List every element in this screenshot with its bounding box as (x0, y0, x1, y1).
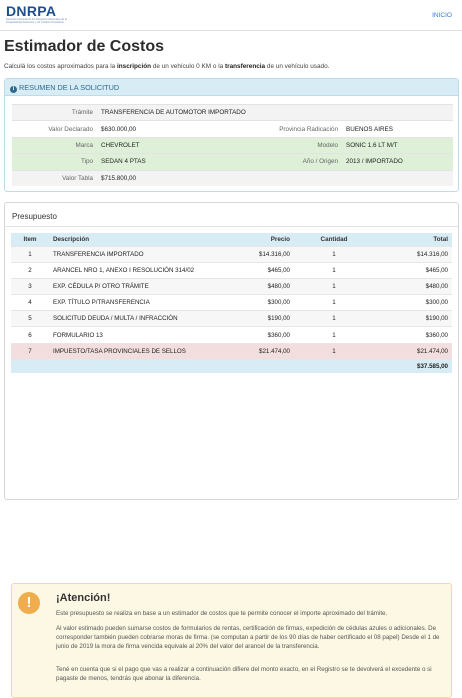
row-cantidad: 1 (294, 262, 374, 278)
dnrpa-logo[interactable] (6, 4, 78, 24)
alert-paragraph-1: Este presupuesto se realiza en base a un estimador de costos que te permite conocer el importe aproximado del trámite. (56, 610, 388, 617)
row-precio: $465,00 (222, 262, 294, 278)
summary-panel-heading (5, 79, 458, 96)
tipo-value: SEDAN 4 PTAS (97, 154, 232, 170)
table-row (11, 295, 452, 311)
budget-panel (4, 202, 459, 682)
summary-row-tipo (12, 154, 453, 170)
marca-label: Marca (12, 137, 97, 153)
table-row (11, 262, 452, 278)
info-icon: i (10, 86, 17, 93)
budget-header-row (11, 233, 452, 246)
row-total: $300,00 (374, 295, 452, 311)
top-navbar (0, 0, 462, 31)
row-cantidad: 1 (294, 343, 374, 359)
valor-tabla-label: Valor Tabla (12, 170, 97, 186)
row-precio: $360,00 (222, 327, 294, 343)
row-descripcion: ARANCEL NRO 1, ANEXO I RESOLUCIÓN 314/02 (49, 262, 222, 278)
row-descripcion: IMPUESTO/TASA PROVINCIALES DE SELLOS (49, 343, 222, 359)
row-item: 3 (11, 278, 49, 294)
table-row (11, 311, 452, 327)
nav-inicio-link[interactable]: INICIO (432, 12, 452, 19)
tipo-label: Tipo (12, 154, 97, 170)
modelo-label: Modelo (232, 137, 342, 153)
row-item: 1 (11, 246, 49, 262)
row-cantidad: 1 (294, 295, 374, 311)
alert-title: ¡Atención! (56, 592, 111, 604)
table-row (11, 278, 452, 294)
row-descripcion: SOLICITUD DEUDA / MULTA / INFRACCIÓN (49, 311, 222, 327)
alert-paragraph-2: Al valor estimado pueden sumarse costos de formularios de rentas, certificación de firmas, expedición de cédulas azules o adicionales. De corresponder también pueden cobrarse moras de firma. (se computan a partir de los 90 días de haber certificado el 08 papel) Desde el 1 de junio de 2019 la mora de firma vencida equivale al 20% del valor del arancel de la transferencia. (56, 625, 440, 650)
budget-divider (5, 226, 458, 227)
budget-table (11, 233, 452, 373)
row-cantidad: 1 (294, 278, 374, 294)
row-precio: $480,00 (222, 278, 294, 294)
tramite-value: TRANSFERENCIA DE AUTOMOTOR IMPORTADO (97, 105, 453, 121)
col-item-header: Item (11, 233, 49, 246)
total-row-spacer (11, 359, 374, 373)
tramite-label: Trámite (12, 105, 97, 121)
row-total: $190,00 (374, 311, 452, 327)
page-title: Estimador de Costos (4, 38, 165, 55)
intro-text: Calculá los costos aproximados para la inscripción de un vehículo 0 KM o la transferencia de un vehículo usado. (4, 63, 330, 70)
row-cantidad: 1 (294, 311, 374, 327)
provincia-label: Provincia Radicación (232, 121, 342, 137)
valor-declarado-label: Valor Declarado (12, 121, 97, 137)
anio-origen-value: 2013 / IMPORTADO (342, 154, 453, 170)
table-row (11, 343, 452, 359)
attention-alert (11, 583, 452, 698)
row-descripcion: EXP. TÍTULO P/TRANSFERENCIA (49, 295, 222, 311)
row-cantidad: 1 (294, 246, 374, 262)
row-item: 6 (11, 327, 49, 343)
grand-total: $37.585,00 (374, 359, 452, 373)
col-total-header: Total (374, 233, 452, 246)
row-precio: $21.474,00 (222, 343, 294, 359)
table-row (11, 246, 452, 262)
row-item: 5 (11, 311, 49, 327)
budget-title: Presupuesto (12, 212, 57, 221)
row-total: $21.474,00 (374, 343, 452, 359)
summary-panel (4, 78, 459, 192)
row-descripcion: FORMULARIO 13 (49, 327, 222, 343)
logo-subtitle: Dirección Nacional de los Registros Nacionales de la Propiedad del Automotor y de Créditos Prendarios (6, 18, 67, 25)
valor-declarado-value: $630.000,00 (97, 121, 232, 137)
summary-title: RESUMEN DE LA SOLICITUD (19, 83, 120, 92)
summary-row-valor (12, 121, 453, 137)
row-total: $14.316,00 (374, 246, 452, 262)
col-cantidad-header: Cantidad (294, 233, 374, 246)
anio-origen-label: Año / Origen (232, 154, 342, 170)
row-item: 4 (11, 295, 49, 311)
row-total: $465,00 (374, 262, 452, 278)
row-precio: $190,00 (222, 311, 294, 327)
row-item: 7 (11, 343, 49, 359)
valor-tabla-value: $715.800,00 (97, 170, 453, 186)
summary-row-tramite (12, 105, 453, 121)
modelo-value: SONIC 1.6 LT M/T (342, 137, 453, 153)
row-descripcion: EXP. CÉDULA P/ OTRO TRÁMITE (49, 278, 222, 294)
row-total: $360,00 (374, 327, 452, 343)
row-precio: $14.316,00 (222, 246, 294, 262)
marca-value: CHEVROLET (97, 137, 232, 153)
provincia-value: BUENOS AIRES (342, 121, 453, 137)
row-item: 2 (11, 262, 49, 278)
summary-row-valor-tabla (12, 170, 453, 186)
alert-paragraph-3: Tené en cuenta que si el pago que vas a realizar a continuación difiere del monto exacto, en el Registro se te devolverá el excedente o si pagaste de menos, tendrás que abonar la diferencia. (56, 666, 432, 682)
row-total: $480,00 (374, 278, 452, 294)
summary-table (12, 104, 453, 186)
warning-icon: ! (18, 592, 40, 614)
logo-text: DNRPA (6, 3, 57, 19)
row-cantidad: 1 (294, 327, 374, 343)
col-precio-header: Precio (222, 233, 294, 246)
summary-row-marca (12, 137, 453, 153)
total-row (11, 359, 452, 373)
row-precio: $300,00 (222, 295, 294, 311)
col-descripcion-header: Descripción (49, 233, 222, 246)
row-descripcion: TRANSFERENCIA IMPORTADO (49, 246, 222, 262)
table-row (11, 327, 452, 343)
